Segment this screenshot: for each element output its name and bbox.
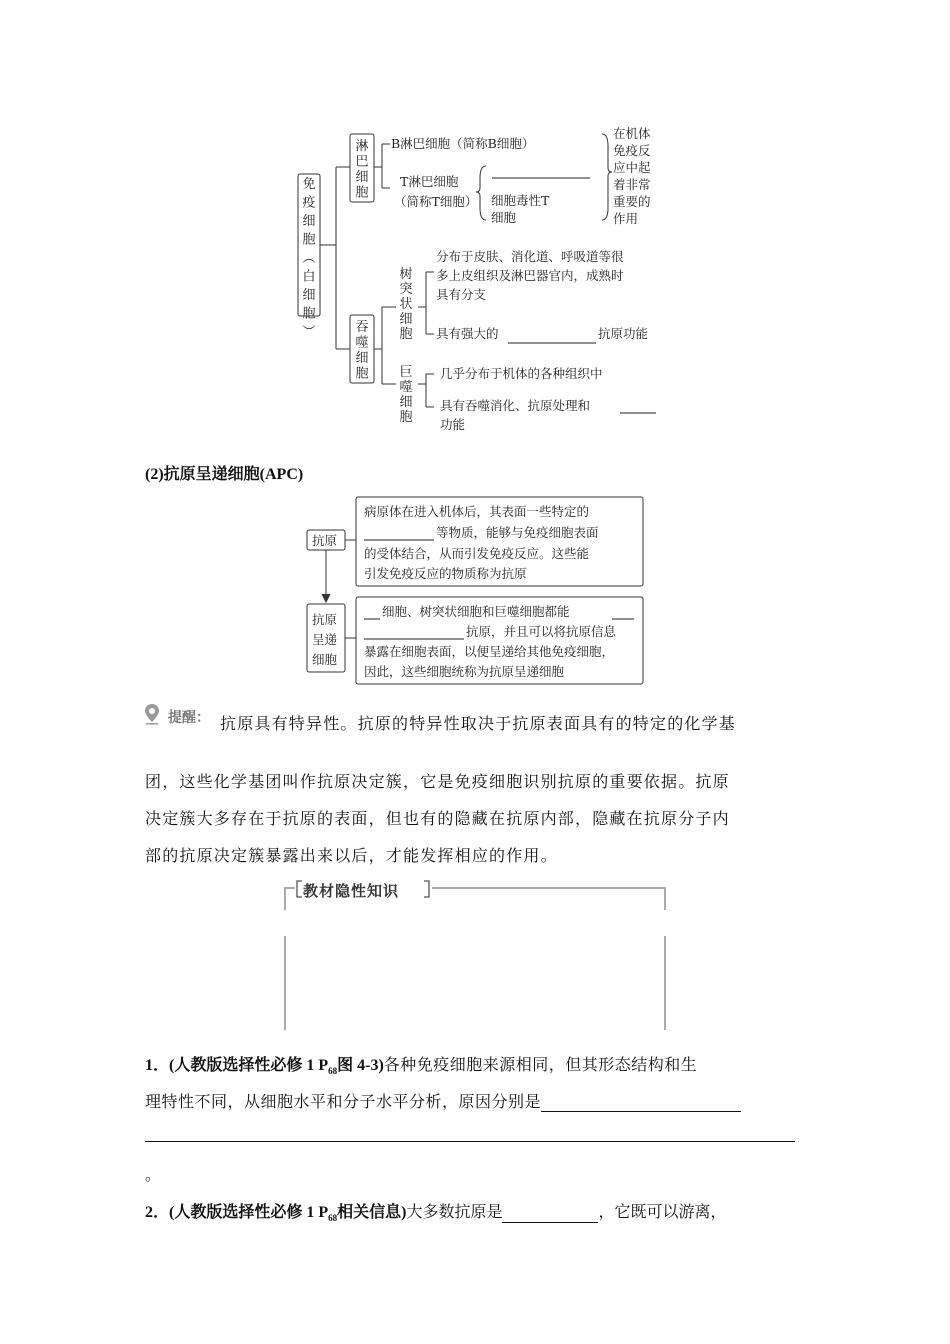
- antigen-desc-line: 引发免疫反应的物质称为抗原: [364, 566, 527, 581]
- m-item2-line1: 具有吞噬消化、抗原处理和: [440, 398, 591, 413]
- q2-answer-blank[interactable]: [502, 1206, 598, 1223]
- q1-num: 1．: [145, 1057, 170, 1074]
- t-cell-label-1: T淋巴细胞: [400, 174, 459, 189]
- q2-num: 2．: [145, 1204, 170, 1221]
- lymph-label: 淋巴细胞: [355, 139, 369, 201]
- reminder-line: 部的抗原决定簇暴露出来以后，才能发挥相应的作用。: [145, 846, 558, 865]
- note-line: 重要的: [613, 194, 651, 209]
- question-1-line1: 1．(人教版选择性必修 1 $P_{68}$图 4-3)各种免疫细胞来源相同，但其形态结构和生: [145, 1057, 698, 1077]
- question-2-line1: 2．(人教版选择性必修 1 $P_{68}$相关信息)大多数抗原是 ，它既可以游离，: [145, 1204, 727, 1224]
- immune-cell-diagram: [290, 122, 670, 437]
- apc-label-line: 抗原: [312, 612, 338, 627]
- antigen-desc-line: 等物质，能够与免疫细胞表面: [436, 525, 599, 540]
- d-item1-line: 具有分支: [436, 287, 487, 302]
- reminder-line: 团，这些化学基团叫作抗原决定簇，它是免疫细胞识别抗原的重要依据。抗原: [145, 772, 730, 791]
- d-item1-line: 多上皮组织及淋巴器官内，成熟时: [436, 268, 624, 283]
- m-item2-line2: 功能: [440, 417, 466, 432]
- root-label: 免疫细胞︵白细胞︶: [302, 177, 316, 340]
- reminder-label: 提醒：: [168, 710, 210, 726]
- antigen-desc-line: 的受体结合，从而引发免疫反应。这些能: [364, 546, 590, 561]
- location-pin-icon: [144, 703, 160, 725]
- phago-label: 吞噬细胞: [355, 320, 369, 382]
- note-line: 应中起: [613, 160, 651, 175]
- question-1-line2: 理特性不同，从细胞水平和分子水平分析，原因分别是: [145, 1089, 741, 1112]
- t-sub2-line1: 细胞毒性T: [491, 193, 550, 208]
- macro-label: 巨噬细胞: [399, 365, 413, 425]
- q1-end: 。: [145, 1165, 162, 1184]
- q1-source: (人教版选择性必修 1 $P_{68}$图 4-3): [169, 1057, 384, 1077]
- t-sub2-line2: 细胞: [491, 210, 517, 225]
- q2-source: (人教版选择性必修 1 $P_{68}$相关信息): [169, 1204, 407, 1224]
- apc-label-line: 细胞: [312, 652, 338, 667]
- t-cell-label-2: （简称T细胞）: [394, 194, 478, 209]
- apc-desc-line: 暴露在细胞表面，以便呈递给其他免疫细胞，: [364, 644, 615, 659]
- hidden-knowledge-box: [280, 878, 670, 1038]
- antigen-label: 抗原: [312, 533, 338, 548]
- apc-desc-line: 因此，这些细胞统称为抗原呈递细胞: [364, 664, 565, 679]
- note-line: 在机体: [613, 126, 651, 141]
- q1-answer-blank-2[interactable]: [145, 1125, 795, 1142]
- reminder-line: 抗原具有特异性。抗原的特异性取决于抗原表面具有的特定的化学基: [220, 714, 737, 733]
- reminder-line: 决定簇大多存在于抗原的表面，但也有的隐藏在抗原内部，隐藏在抗原分子内: [145, 809, 730, 828]
- note-line: 免疫反: [613, 143, 651, 158]
- note-line: 着非常: [613, 177, 651, 192]
- d-item2-pre: 具有强大的: [436, 326, 499, 341]
- dendritic-label: 树突状细胞: [399, 267, 413, 342]
- q1-answer-blank-1[interactable]: [541, 1095, 741, 1112]
- hidden-box-title: 教材隐性知识: [303, 882, 400, 900]
- b-cell-label: B淋巴细胞（简称B细胞）: [391, 136, 535, 151]
- apc-diagram: [300, 494, 650, 689]
- apc-desc-line: 抗原，并且可以将抗原信息: [466, 624, 617, 639]
- apc-label-line: 呈递: [312, 632, 338, 647]
- section2-title: (2)抗原呈递细胞(APC): [145, 466, 304, 483]
- apc-desc-line: 细胞、树突状细胞和巨噬细胞都能: [382, 604, 570, 619]
- d-item2-post: 抗原功能: [598, 326, 649, 341]
- antigen-desc-line: 病原体在进入机体后，其表面一些特定的: [364, 504, 590, 519]
- note-line: 作用: [613, 211, 639, 226]
- d-item1-line: 分布于皮肤、消化道、呼吸道等很: [436, 249, 624, 264]
- m-item1: 几乎分布于机体的各种组织中: [440, 366, 603, 381]
